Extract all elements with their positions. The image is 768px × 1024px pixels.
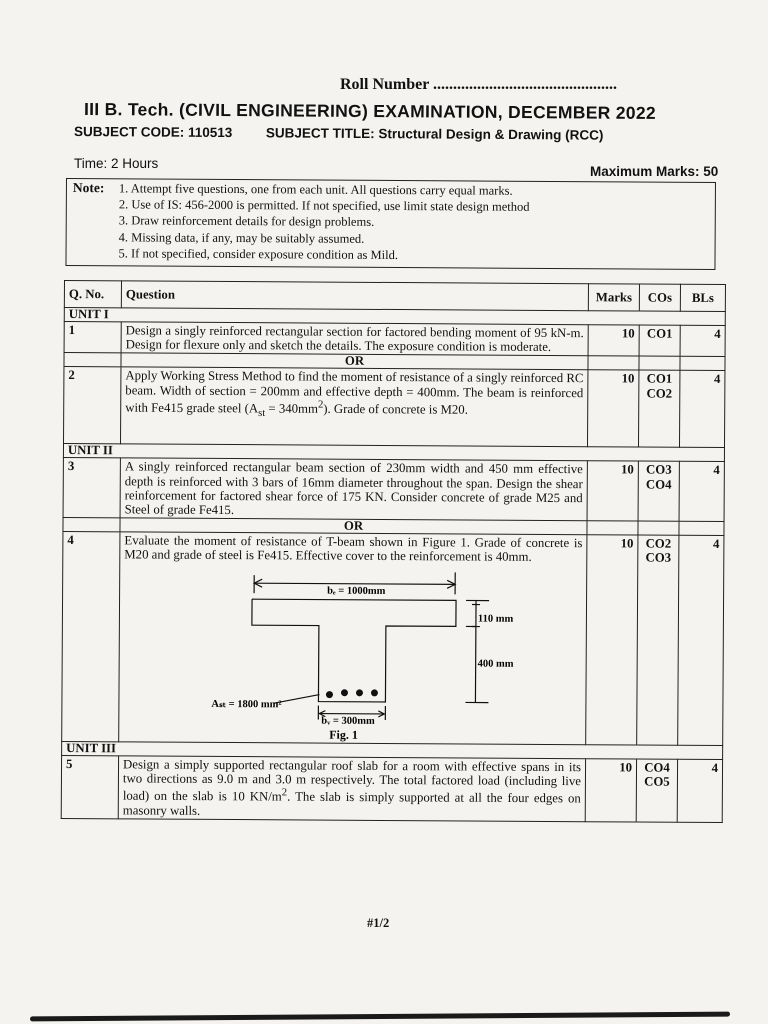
unit-label: UNIT I (64, 308, 725, 326)
flange-depth-label: 110 mm (477, 613, 514, 625)
note-item: 4. Missing data, if any, may be suitably assumed. (118, 229, 365, 246)
question-marks: 10 (587, 370, 638, 447)
question-row (64, 322, 725, 357)
co-label: CO2 (646, 386, 673, 401)
reinforcement-bars (326, 689, 378, 698)
unit-label: UNIT III (62, 741, 723, 759)
co-label: CO3 (645, 462, 672, 478)
note-item: 2. Use of IS: 456-2000 is permitted. If not specified, use limit state design method (118, 197, 530, 215)
question-table (61, 280, 726, 823)
header-question: Question (121, 281, 588, 311)
header-bls: BLs (680, 284, 725, 311)
maximum-marks: Maximum Marks: 50 (590, 164, 719, 179)
co-label: CO4 (645, 477, 672, 492)
unit-label: UNIT II (63, 444, 724, 462)
figure-caption: Fig. 1 (329, 727, 358, 742)
subject-line (74, 124, 604, 143)
note-box (65, 178, 716, 270)
note-item: 3. Draw reinforcement details for design problems. (118, 213, 375, 230)
co-label: CO4 (644, 760, 670, 775)
question-number: 5 (61, 755, 118, 818)
question-row (63, 458, 724, 522)
rebar-dot (326, 691, 333, 698)
header-marks: Marks (588, 284, 639, 311)
question-text: Design a singly reinforced rectangular section for factored bending moment of 95 kN-m. Design for flexure only and sketch the details. The exposure condition is moderate. (121, 322, 588, 356)
co-label: CO5 (644, 774, 670, 789)
question-cos (636, 759, 677, 822)
co-label: CO3 (645, 550, 672, 566)
table-header-row (64, 281, 725, 312)
question-number: 2 (63, 367, 120, 444)
co-label: CO1 (646, 326, 673, 341)
question-text: A singly reinforced rectangular beam section of 230mm width and 450 mm effective depth is reinforced with 3 bars of 16mm diameter throughout the span. Design the shear reinforcement for factored shear force of 175 KN. Consider concrete of grade M25 and Steel of grade Fe415. (120, 458, 587, 521)
question-cos (637, 535, 679, 745)
overall-depth-label: 400 mm (477, 658, 514, 670)
question-cos (639, 325, 680, 357)
question-cos (638, 370, 679, 447)
question-bl: 4 (679, 371, 724, 448)
subject-code: 110513 (187, 124, 233, 141)
subject-title: Structural Design & Drawing (RCC) (378, 126, 604, 143)
question-number: 4 (62, 532, 120, 742)
question-marks: 10 (586, 535, 638, 745)
roll-number: Roll Number .............................................. (340, 76, 618, 93)
or-label: OR (120, 518, 587, 535)
question-row (63, 367, 724, 448)
question-cell (119, 532, 587, 744)
question-bl: 4 (680, 325, 725, 357)
time-allowed: Time: 2 Hours (74, 156, 159, 171)
co-label: CO2 (645, 536, 672, 551)
rebar-dot (341, 689, 348, 696)
question-text: Evaluate the moment of resistance of T-beam shown in Figure 1. Grade of concrete is M20 and grade of steel is Fe415. Effective cover to the reinforcement is 40mm. (124, 533, 583, 565)
question-marks: 10 (585, 758, 636, 821)
exam-title: III B. Tech. (CIVIL ENGINEERING) EXAMINATION, DECEMBER 2022 (83, 99, 657, 123)
question-bl: 4 (678, 535, 724, 745)
ast-label: Aₛₜ = 1800 mm² (211, 698, 282, 710)
question-row (62, 532, 724, 745)
t-beam-diagram (123, 562, 582, 743)
note-item: 1. Attempt five questions, one from each unit. All questions carry equal marks. (118, 181, 513, 198)
header-qno: Q. No. (64, 281, 121, 308)
page-number: #1/2 (367, 916, 390, 930)
note-item: 5. If not specified, consider exposure condition as Mild. (118, 246, 399, 262)
subject-code-label: SUBJECT CODE: (73, 124, 185, 140)
question-number: 1 (64, 322, 121, 354)
t-beam-figure (123, 562, 582, 743)
scan-edge-line (30, 1012, 730, 1022)
question-bl: 4 (677, 759, 722, 822)
co-label: CO1 (646, 371, 673, 387)
question-text: Apply Working Stress Method to find the moment of resistance of a singly reinforced RC beam. Width of section = 200mm and effective depth = 400mm. The beam is reinforced with Fe415 grade steel $(A_{st} = 340mm^2)$. Grade of concrete is M20. (120, 367, 587, 447)
question-cos (638, 461, 679, 521)
question-marks: 10 (587, 461, 638, 521)
question-bl: 4 (679, 462, 724, 522)
bw-label: bᵥ = 300mm (321, 715, 375, 727)
question-number: 3 (63, 458, 120, 518)
or-label: OR (121, 353, 588, 370)
note-list (118, 180, 529, 264)
bf-label: bₑ = 1000mm (327, 585, 386, 597)
question-marks: 10 (588, 325, 639, 357)
subject-title-label: SUBJECT TITLE: (265, 125, 375, 142)
rebar-dot (371, 689, 378, 696)
note-label: Note: (72, 180, 105, 196)
header-cos: COs (639, 284, 680, 311)
question-text: Design a simply supported rectangular roof slab for a room with effective spans in its two directions as 9.0 m and 3.0 m respectively. The total factored load (including live load) on the slab is 10 $KN/m^2$. The slab is simply supported at all the four edges on masonry walls. (118, 755, 585, 821)
question-row (61, 755, 722, 822)
rebar-dot (356, 689, 363, 696)
